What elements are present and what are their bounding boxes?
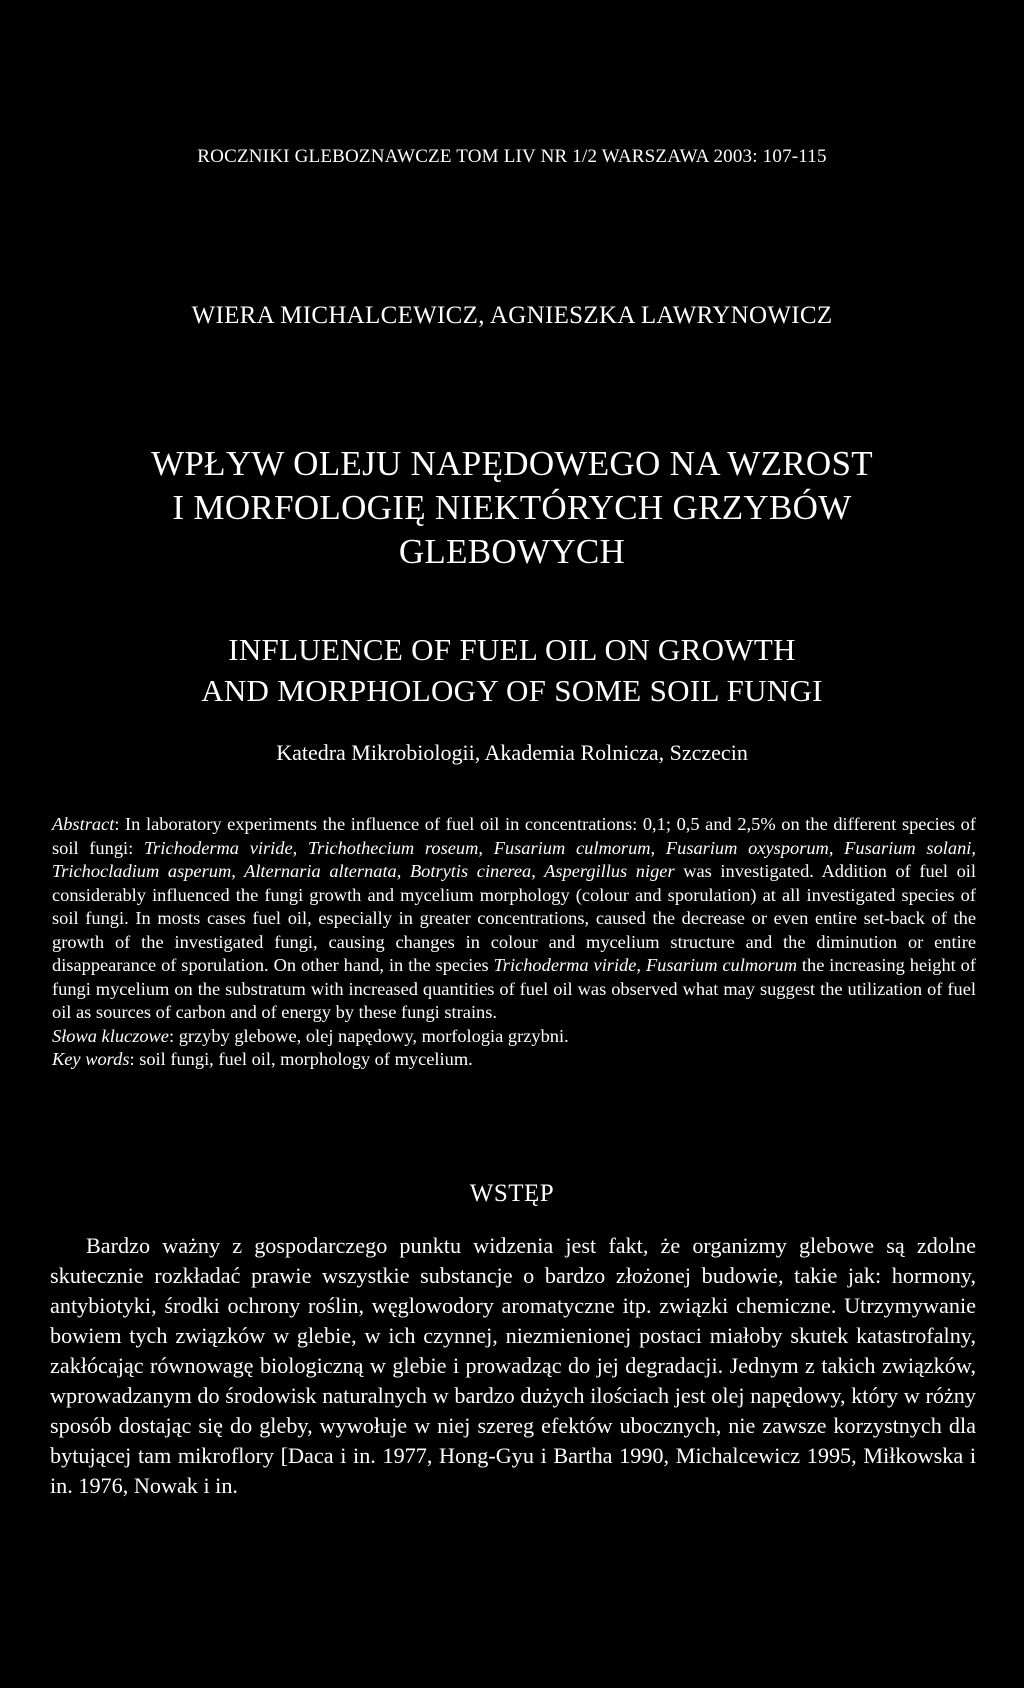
title-english: [0, 629, 1024, 711]
abstract-label: Abstract: [52, 814, 115, 834]
title-polish-line-3: GLEBOWYCH: [398, 532, 626, 571]
keywords-english-text: : soil fungi, fuel oil, morphology of mycelium.: [129, 1049, 473, 1069]
abstract-text-2: was investigated. Addition of fuel oil considerably influenced the fungi growth and mycelium morphology (colour and sporulation) at all investigated species of soil fungi. In mosts cases fuel oil, especially in greater concentrations, caused the decrease or even entire set-back of the growth of the investigated fungi, causing changes in colour and mycelium structure and the diminution or entire disappearance of sporulation. On other hand, in the species: [52, 861, 976, 975]
title-polish: [0, 442, 1024, 574]
keywords-polish-text: : grzyby glebowe, olej napędowy, morfologia grzybni.: [168, 1025, 569, 1046]
abstract-text-1: : In laboratory experiments the influence of fuel oil in concentrations: 0,1; 0,5 and 2,5% on the different species of soil fungi:: [52, 814, 976, 858]
keywords-english: [52, 1048, 976, 1072]
title-english-line-1: INFLUENCE OF FUEL OIL ON GROWTH: [228, 632, 796, 667]
section-heading-intro: WSTĘP: [469, 1180, 555, 1207]
title-polish-line-1: WPŁYW OLEJU NAPĘDOWEGO NA WZROST: [151, 444, 873, 483]
keywords-polish: [52, 1025, 976, 1049]
abstract-block: [52, 813, 976, 1072]
keywords-english-label: Key words: [52, 1049, 130, 1069]
abstract-paragraph: [52, 813, 976, 1025]
keywords-polish-label: Słowa kluczowe: [52, 1025, 169, 1046]
abstract-species-1: Trichoderma viride, Trichothecium roseum, Fusarium culmorum, Fusarium oxysporum, Fusarium solani, Trichocladium asperum, Alternaria alternata, Botrytis cinerea, Aspergillus niger: [52, 837, 976, 881]
journal-header: ROCZNIKI GLEBOZNAWCZE TOM LIV NR 1/2 WARSZAWA 2003: 107-115: [197, 146, 827, 167]
intro-paragraph: Bardzo ważny z gospodarczego punktu widzenia jest fakt, że organizmy glebowe są zdolne skutecznie rozkładać prawie wszystkie substancje o bardzo złożonej budowie, takie jak: hormony, antybiotyki, środki ochrony roślin, węglowodory aromatyczne itp. związki chemiczne. Utrzymywanie bowiem tych związków w glebie, w ich czynnej, niezmienionej postaci miałoby skutek katastrofalny, zakłócając równowagę biologiczną w glebie i prowadząc do jej degradacji. Jednym z takich związków, wprowadzanym do środowisk naturalnych w bardzo dużych ilościach jest olej napędowy, który w różny sposób dostając się do gleby, wywołuje w niej szereg efektów ubocznych, nie zawsze korzystnych dla bytującej tam mikroflory [Daca i in. 1977, Hong-Gyu i Bartha 1990, Michalcewicz 1995, Miłkowska i in. 1976, Nowak i in.: [50, 1233, 976, 1498]
abstract-text-3: the increasing height of fungi mycelium on the substratum with increased quantities of fuel oil was observed what may suggest the utilization of fuel oil as sources of carbon and of energy by these fungi strains.: [52, 955, 976, 1022]
title-english-line-2: AND MORPHOLOGY OF SOME SOIL FUNGI: [201, 673, 823, 708]
abstract-species-2: Trichoderma viride, Fusarium culmorum: [493, 955, 797, 975]
affiliation: Katedra Mikrobiologii, Akademia Rolnicza, Szczecin: [276, 740, 748, 765]
author-list: WIERA MICHALCEWICZ, AGNIESZKA LAWRYNOWICZ: [191, 302, 833, 329]
title-polish-line-2: I MORFOLOGIĘ NIEKTÓRYCH GRZYBÓW: [172, 488, 852, 527]
